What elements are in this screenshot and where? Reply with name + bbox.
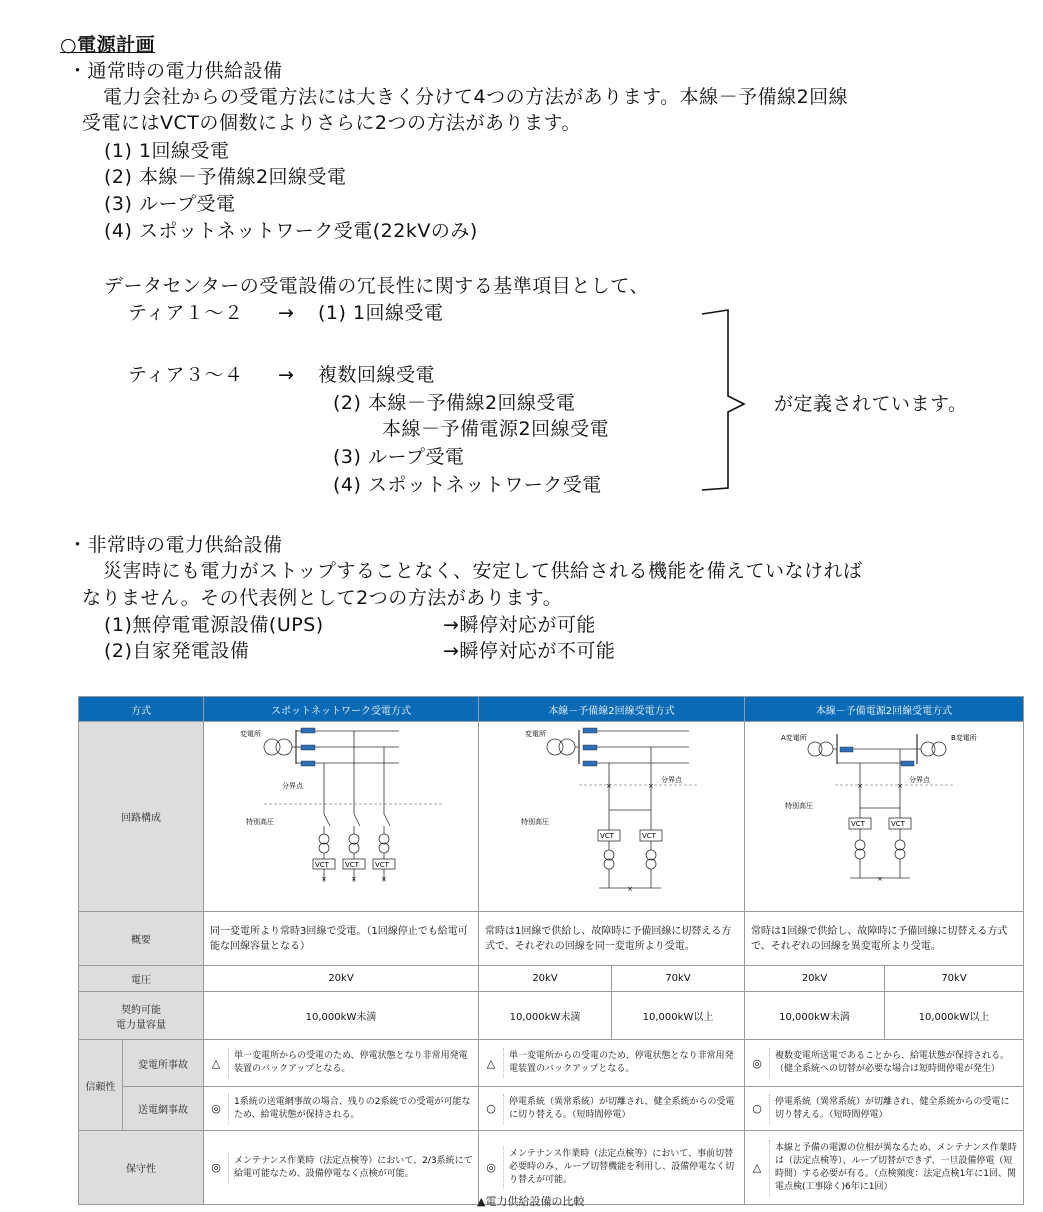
label-capacity xyxy=(79,992,204,1040)
voltage-line-20: 20kV xyxy=(479,966,612,992)
header-main-standby-line: 本線－予備線2回線受電方式 xyxy=(479,697,745,722)
voltage-line-70: 70kV xyxy=(612,966,745,992)
tier-sub-2: 本線－予備電源2回線受電 xyxy=(382,418,610,440)
svg-text:×: × xyxy=(627,885,633,893)
tier-sub-3: (3) ループ受電 xyxy=(333,446,465,468)
substation-fault-line xyxy=(479,1040,745,1087)
label-capacity-line-2: 電力量容量 xyxy=(116,1019,166,1031)
table-row-circuit xyxy=(79,722,1024,912)
table-row-capacity xyxy=(79,992,1024,1040)
normal-item-1: (1) 1回線受電 xyxy=(104,140,230,162)
diag2-vct-1: VCT xyxy=(600,832,614,840)
table-caption: ▲電力供給設備の比較 xyxy=(477,1195,585,1208)
diagram-spot-network xyxy=(204,722,479,912)
rating-symbol: △ xyxy=(752,1161,762,1174)
capacity-spot: 10,000kW未満 xyxy=(204,992,479,1040)
grid-fault-line xyxy=(479,1087,745,1131)
svg-text:×: × xyxy=(897,782,903,790)
diag1-vct-2: VCT xyxy=(345,861,359,869)
tier-sub-4: (4) スポットネットワーク受電 xyxy=(333,474,602,496)
tier-intro: データセンターの受電設備の冗長性に関する基準項目として、 xyxy=(104,275,649,297)
emergency-supply-title: ・非常時の電力供給設備 xyxy=(68,534,283,556)
voltage-source-20: 20kV xyxy=(745,966,885,992)
diag3-b-substation-label: B変電所 xyxy=(951,734,977,742)
tier-3-4-value: 複数回線受電 xyxy=(318,364,436,386)
tier-1-2-value: (1) 1回線受電 xyxy=(318,302,444,324)
normal-supply-para-2: 受電にはVCTの個数によりさらに2つの方法があります。 xyxy=(82,112,581,134)
diagram-main-standby-source xyxy=(745,722,1024,912)
maintenance-source xyxy=(745,1131,1024,1205)
rating-text: メンテナンス作業時（法定点検等）において、2/3系統にて給電可能なため、設備停電なく点検が可能。 xyxy=(228,1153,478,1183)
svg-text:×: × xyxy=(877,875,883,883)
diag2-boundary-label: 分界点 xyxy=(661,776,682,784)
rating-text: 停電系統（異常系統）が切離され、健全系統からの受電に切り替える。（短時間停電） xyxy=(769,1094,1023,1124)
label-capacity-line-1: 契約可能 xyxy=(121,1004,161,1016)
label-overview: 概要 xyxy=(79,912,204,966)
tier-3-4-label: ティア３～４ xyxy=(128,364,244,386)
svg-text:×: × xyxy=(321,875,327,883)
emergency-item-1-note: →瞬停対応が可能 xyxy=(443,614,596,636)
diag1-boundary-label: 分界点 xyxy=(282,782,303,790)
capacity-line-70: 10,000kW以上 xyxy=(612,992,745,1040)
diag1-substation-label: 変電所 xyxy=(240,730,261,738)
header-main-standby-source: 本線－予備電源2回線受電方式 xyxy=(745,697,1024,722)
header-method: 方式 xyxy=(79,697,204,722)
label-reliability: 信頼性 xyxy=(79,1040,123,1131)
grid-fault-spot xyxy=(204,1087,479,1131)
table-row-overview xyxy=(79,912,1024,966)
label-grid-fault: 送電網事故 xyxy=(123,1087,204,1131)
overview-line: 常時は1回線で供給し、故障時に予備回線に切替える方式で、それぞれの回線を同一変電所より受電。 xyxy=(479,912,745,966)
header-spot-network: スポットネットワーク受電方式 xyxy=(204,697,479,722)
table-row-substation-fault xyxy=(79,1040,1024,1087)
label-circuit: 回路構成 xyxy=(79,722,204,912)
diag3-high-voltage-label: 特別高圧 xyxy=(785,802,813,810)
tier-sub-1: (2) 本線－予備線2回線受電 xyxy=(333,392,576,414)
rating-symbol: ◎ xyxy=(752,1056,762,1070)
rating-text: 単一変電所からの受電のため、停電状態となり非常用発電装置のバックアップとなる。 xyxy=(228,1048,478,1078)
rating-symbol: ◎ xyxy=(486,1161,496,1174)
diagram-main-standby-line xyxy=(479,722,745,912)
tier-3-4-arrow: → xyxy=(278,364,295,386)
svg-text:×: × xyxy=(857,782,863,790)
svg-text:×: × xyxy=(606,782,612,790)
normal-supply-title: ・通常時の電力供給設備 xyxy=(68,60,283,82)
voltage-source-70: 70kV xyxy=(885,966,1024,992)
section-heading: ○電源計画 xyxy=(60,34,156,56)
emergency-item-1: (1)無停電電源設備(UPS) xyxy=(104,614,324,636)
label-maintenance: 保守性 xyxy=(79,1131,204,1205)
diag3-a-substation-label: A変電所 xyxy=(781,734,807,742)
normal-item-2: (2) 本線－予備線2回線受電 xyxy=(104,166,347,188)
emergency-para-1: 災害時にも電力がストップすることなく、安定して供給される機能を備えていなければ xyxy=(103,560,863,582)
rating-text: 停電系統（異常系統）が切離され、健全系統からの受電に切り替える。（短時間停電） xyxy=(503,1094,744,1124)
overview-source: 常時は1回線で供給し、故障時に予備回線に切替える方式で、それぞれの回線を異変電所より受電。 xyxy=(745,912,1024,966)
diag1-high-voltage-label: 特別高圧 xyxy=(246,818,274,826)
tier-defined-text: が定義されています。 xyxy=(774,393,968,415)
diag1-vct-1: VCT xyxy=(315,861,329,869)
right-brace-icon xyxy=(700,300,770,500)
rating-text: 本線と予備の電源の位相が異なるため、メンテナンス作業時は（法定点検等）、ループ切替ができず、一旦設備停電（短時間）する必要が有る。（点検頻度：法定点検1年に1回、関電点検(工事除く)6年に1回） xyxy=(769,1140,1023,1196)
rating-symbol: △ xyxy=(211,1056,221,1070)
capacity-source-70: 10,000kW以上 xyxy=(885,992,1024,1040)
normal-item-3: (3) ループ受電 xyxy=(104,193,236,215)
emergency-para-2: なりません。その代表例として2つの方法があります。 xyxy=(82,587,563,609)
substation-fault-source xyxy=(745,1040,1024,1087)
diag2-substation-label: 変電所 xyxy=(525,730,546,738)
diag1-vct-3: VCT xyxy=(375,861,389,869)
diag2-high-voltage-label: 特別高圧 xyxy=(521,818,549,826)
svg-text:×: × xyxy=(351,875,357,883)
substation-fault-spot xyxy=(204,1040,479,1087)
rating-symbol: ○ xyxy=(752,1102,762,1115)
emergency-item-2: (2)自家発電設備 xyxy=(104,640,250,662)
voltage-spot: 20kV xyxy=(204,966,479,992)
diag3-vct-2: VCT xyxy=(891,820,905,828)
comparison-table xyxy=(78,696,1024,1205)
tier-1-2-label: ティア１～２ xyxy=(128,302,244,324)
rating-symbol: ◎ xyxy=(211,1161,221,1174)
overview-spot: 同一変電所より常時3回線で受電。（1回線停止でも給電可能な回線容量となる） xyxy=(204,912,479,966)
maintenance-spot xyxy=(204,1131,479,1205)
label-substation-fault: 変電所事故 xyxy=(123,1040,204,1087)
rating-symbol: ○ xyxy=(486,1102,496,1115)
normal-supply-para-1: 電力会社からの受電方法には大きく分けて4つの方法があります。本線－予備線2回線 xyxy=(103,86,849,108)
rating-text: 単一変電所からの受電のため、停電状態となり非常用発電装置のバックアップとなる。 xyxy=(503,1048,744,1078)
svg-text:×: × xyxy=(648,782,654,790)
table-header-row xyxy=(79,697,1024,722)
rating-symbol: △ xyxy=(486,1056,496,1070)
rating-symbol: ◎ xyxy=(211,1102,221,1115)
diag3-vct-1: VCT xyxy=(851,820,865,828)
label-voltage: 電圧 xyxy=(79,966,204,992)
rating-text: メンテナンス作業時（法定点検等）において、事前切替必要時のみ、ループ切替機能を利用し、設備停電なく切り替えが可能。 xyxy=(503,1146,744,1189)
capacity-line-20: 10,000kW未満 xyxy=(479,992,612,1040)
table-row-voltage xyxy=(79,966,1024,992)
rating-text: 1系統の送電網事故の場合、残りの2系統での受電が可能なため、給電状態が保持される。 xyxy=(228,1094,478,1124)
capacity-source-20: 10,000kW未満 xyxy=(745,992,885,1040)
diag3-boundary-label: 分界点 xyxy=(909,776,930,784)
tier-1-2-arrow: → xyxy=(278,302,295,324)
emergency-item-2-note: →瞬停対応が不可能 xyxy=(443,640,616,662)
svg-text:×: × xyxy=(381,875,387,883)
rating-text: 複数変電所送電であることから、給電状態が保持される。（健全系統への切替が必要な場合は短時間停電が発生） xyxy=(769,1048,1023,1078)
normal-item-4: (4) スポットネットワーク受電(22kVのみ) xyxy=(104,220,478,242)
table-row-grid-fault xyxy=(79,1087,1024,1131)
diag2-vct-2: VCT xyxy=(642,832,656,840)
grid-fault-source xyxy=(745,1087,1024,1131)
